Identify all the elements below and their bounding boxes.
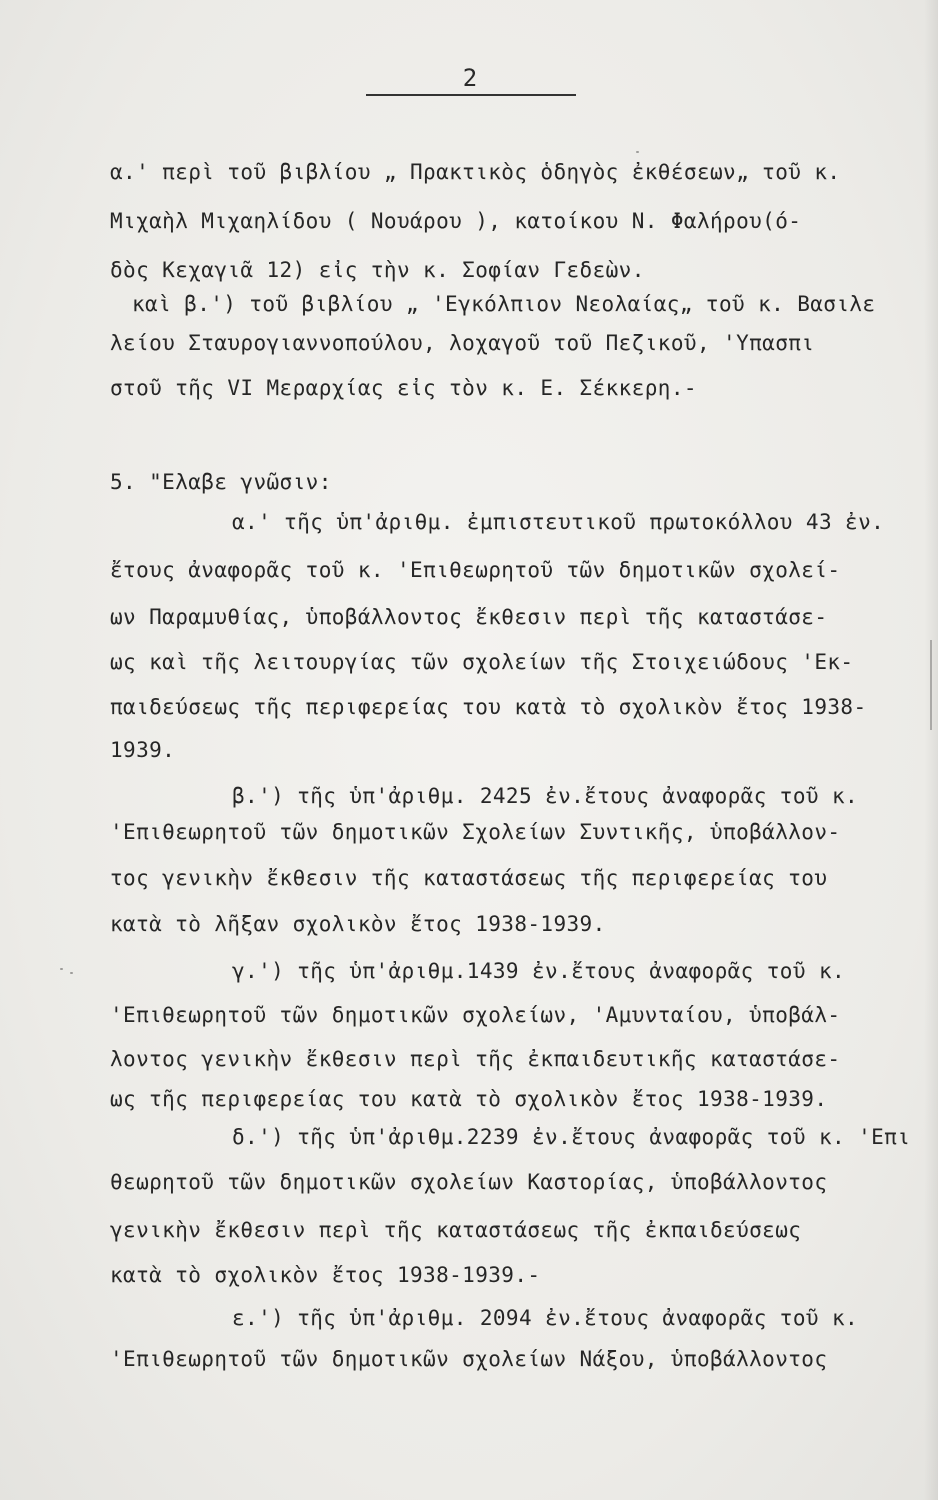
text-line: παιδεύσεως τῆς περιφερείας του κατὰ τὸ σχολικὸν ἔτος 1938- [110, 695, 867, 719]
text-line: ἔτους ἀναφορᾶς τοῦ κ. 'Επιθεωρητοῦ τῶν δημοτικῶν σχολεί- [110, 558, 841, 582]
text-line: 1939. [110, 738, 176, 762]
page-edge-shadow [924, 0, 938, 1500]
margin-mark [930, 640, 932, 730]
text-line: 'Επιθεωρητοῦ τῶν δημοτικῶν σχολείων Νάξου, ὑποβάλλοντος [110, 1347, 828, 1371]
text-line: 'Επιθεωρητοῦ τῶν δημοτικῶν Σχολείων Συντικῆς, ὑποβάλλον- [110, 820, 841, 844]
paper-speck [60, 968, 63, 970]
text-line: κατὰ τὸ σχολικὸν ἔτος 1938-1939.- [110, 1263, 541, 1287]
text-line: λοντος γενικὴν ἔκθεσιν περὶ τῆς ἐκπαιδευτικῆς καταστάσε- [110, 1047, 841, 1071]
text-line: γ.') τῆς ὑπ'ἀριθμ.1439 ἐν.ἔτους ἀναφορᾶς τοῦ κ. [232, 959, 846, 983]
text-line: ως καὶ τῆς λειτουργίας τῶν σχολείων τῆς Στοιχειώδους 'Εκ- [110, 650, 854, 674]
text-line: α.' τῆς ὑπ'ἀριθμ. ἐμπιστευτικοῦ πρωτοκόλλου 43 ἐν. [232, 510, 885, 534]
text-line: κατὰ τὸ λῆξαν σχολικὸν ἔτος 1938-1939. [110, 912, 606, 936]
text-line: ε.') τῆς ὑπ'ἀριθμ. 2094 ἐν.ἔτους ἀναφορᾶς τοῦ κ. [232, 1306, 859, 1330]
text-line: δὸς Κεχαγιᾶ 12) εἰς τὴν κ. Σοφίαν Γεδεὼν. [110, 258, 645, 282]
text-line: Μιχαὴλ Μιχαηλίδου ( Νουάρου ), κατοίκου Ν. Φαλήρου(ό- [110, 209, 802, 233]
text-line: ως τῆς περιφερείας του κατὰ τὸ σχολικὸν ἔτος 1938-1939. [110, 1087, 828, 1111]
text-line: στοῦ τῆς VI Μεραρχίας εἰς τὸν κ. Ε. Σέκκερη.- [110, 376, 697, 400]
paper-speck [636, 151, 639, 153]
text-line: α.' περὶ τοῦ βιβλίου „ Πρακτικὸς ὁδηγὸς ἐκθέσεων„ τοῦ κ. [110, 160, 841, 184]
text-line: ων Παραμυθίας, ὑποβάλλοντος ἔκθεσιν περὶ τῆς καταστάσε- [110, 605, 828, 629]
text-line: θεωρητοῦ τῶν δημοτικῶν σχολείων Καστορίας, ὑποβάλλοντος [110, 1170, 828, 1194]
text-line: λείου Σταυρογιαννοπούλου, λοχαγοῦ τοῦ Πεζικοῦ, 'Υπασπι [110, 331, 815, 355]
text-line: δ.') τῆς ὑπ'ἀριθμ.2239 ἐν.ἔτους ἀναφορᾶς τοῦ κ. 'Επι [232, 1125, 911, 1149]
page-number: 2 [366, 64, 576, 96]
paper-speck [70, 972, 73, 974]
text-line: β.') τῆς ὑπ'ἀριθμ. 2425 ἐν.ἔτους ἀναφορᾶς τοῦ κ. [232, 784, 859, 808]
text-line: γενικὴν ἔκθεσιν περὶ τῆς καταστάσεως τῆς ἐκπαιδεύσεως [110, 1218, 802, 1242]
text-line: 'Επιθεωρητοῦ τῶν δημοτικῶν σχολείων, 'Αμυνταίου, ὑποβάλ- [110, 1003, 841, 1027]
text-line: καὶ β.') τοῦ βιβλίου „ 'Εγκόλπιον Νεολαίας„ τοῦ κ. Βασιλε [132, 292, 876, 316]
section-heading: 5. "Ελαβε γνῶσιν: [110, 470, 332, 494]
text-line: τος γενικὴν ἔκθεσιν τῆς καταστάσεως τῆς περιφερείας του [110, 866, 828, 890]
